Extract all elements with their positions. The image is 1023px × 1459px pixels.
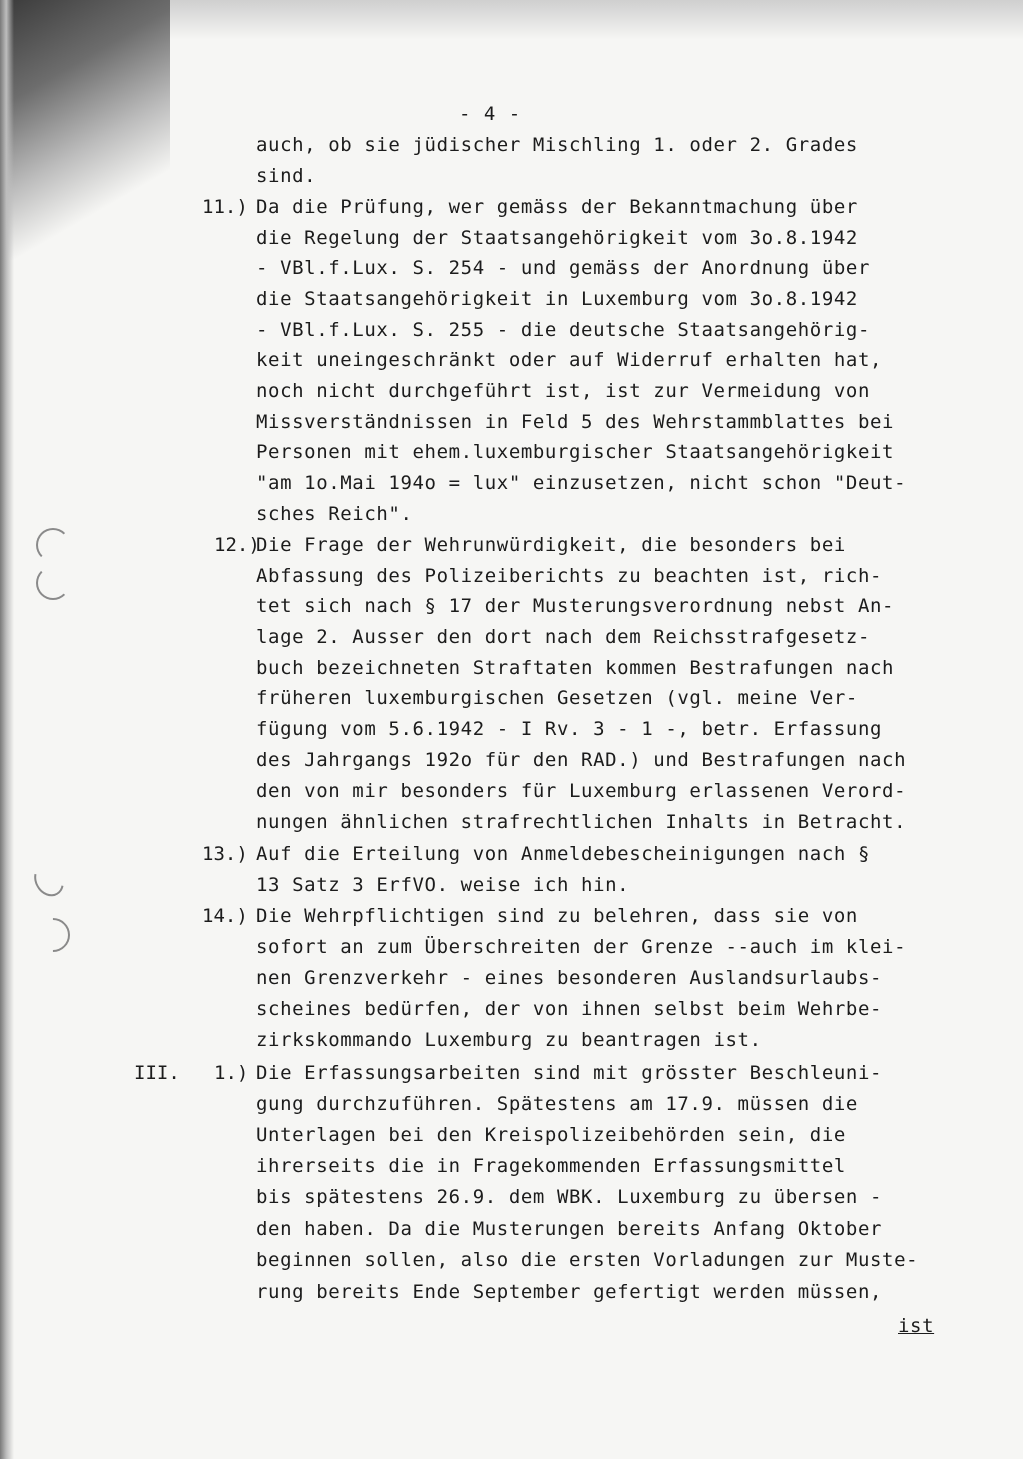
text-line: scheines bedürfen, der von ihnen selbst beim Wehrbe- [256, 998, 883, 1020]
text-line: tet sich nach § 17 der Musterungsverordnung nebst An- [256, 595, 895, 617]
text-line: - VBl.f.Lux. S. 254 - und gemäss der Anordnung über [256, 257, 870, 279]
item-marker-12: 12.) [214, 534, 260, 556]
punch-hole-mark [36, 528, 70, 562]
text-line: Auf die Erteilung von Anmeldebescheinigungen nach § [256, 843, 870, 865]
text-line: Die Wehrpflichtigen sind zu belehren, dass sie von [256, 905, 858, 927]
text-line: sches Reich". [256, 503, 413, 525]
punch-hole-mark [29, 911, 77, 959]
text-line: Missverständnissen in Feld 5 des Wehrstammblattes bei [256, 411, 895, 433]
text-line: buch bezeichneten Straftaten kommen Bestrafungen nach [256, 657, 895, 679]
text-line: auch, ob sie jüdischer Mischling 1. oder 2. Grades [256, 134, 858, 156]
text-line: "am 1o.Mai 194o = lux" einzusetzen, nicht schon "Deut- [256, 472, 907, 494]
text-line: die Staatsangehörigkeit in Luxemburg vom 3o.8.1942 [256, 288, 858, 310]
text-line: zirkskommando Luxemburg zu beantragen ist. [256, 1029, 762, 1051]
text-line: Unterlagen bei den Kreispolizeibehörden sein, die [256, 1124, 846, 1146]
text-line: ihrerseits die in Fragekommenden Erfassungsmittel [256, 1155, 846, 1177]
item-marker-11: 11.) [202, 196, 248, 218]
text-line: die Regelung der Staatsangehörigkeit vom 3o.8.1942 [256, 227, 858, 249]
text-line: nen Grenzverkehr - eines besonderen Auslandsurlaubs- [256, 967, 883, 989]
text-line: Die Frage der Wehrunwürdigkeit, die besonders bei [256, 534, 846, 556]
text-line: sofort an zum Überschreiten der Grenze --auch im klei- [256, 936, 907, 958]
catchword: ist [898, 1315, 935, 1337]
text-line: gung durchzuführen. Spätestens am 17.9. müssen die [256, 1093, 858, 1115]
text-line: fügung vom 5.6.1942 - I Rv. 3 - 1 -, betr. Erfassung [256, 718, 883, 740]
text-line: früheren luxemburgischen Gesetzen (vgl. meine Ver- [256, 687, 858, 709]
punch-hole-mark [28, 858, 69, 901]
text-line: Die Erfassungsarbeiten sind mit grösster Beschleuni- [256, 1062, 883, 1084]
text-line: den von mir besonders für Luxemburg erlassenen Verord- [256, 780, 907, 802]
text-line: des Jahrgangs 192o für den RAD.) und Bestrafungen nach [256, 749, 907, 771]
section-numeral: III. [134, 1062, 180, 1084]
text-line: - VBl.f.Lux. S. 255 - die deutsche Staatsangehörig- [256, 319, 870, 341]
item-marker-14: 14.) [202, 905, 248, 927]
text-line: den haben. Da die Musterungen bereits Anfang Oktober [256, 1218, 883, 1240]
text-line: lage 2. Ausser den dort nach dem Reichsstrafgesetz- [256, 626, 870, 648]
section-item-marker: 1.) [214, 1062, 249, 1084]
text-line: bis spätestens 26.9. dem WBK. Luxemburg zu übersen - [256, 1186, 883, 1208]
text-line: keit uneingeschränkt oder auf Widerruf erhalten hat, [256, 349, 883, 371]
punch-hole-mark [36, 566, 70, 600]
text-line: rung bereits Ende September gefertigt werden müssen, [256, 1281, 883, 1303]
page-number: - 4 - [459, 103, 522, 125]
item-marker-13: 13.) [202, 843, 248, 865]
text-line: nungen ähnlichen strafrechtlichen Inhalts in Betracht. [256, 811, 907, 833]
text-line: Personen mit ehem.luxemburgischer Staatsangehörigkeit [256, 441, 895, 463]
text-line: sind. [256, 165, 317, 187]
scan-corner-fold [0, 0, 170, 260]
text-line: Abfassung des Polizeiberichts zu beachten ist, rich- [256, 565, 883, 587]
text-line: noch nicht durchgeführt ist, ist zur Vermeidung von [256, 380, 870, 402]
text-line: beginnen sollen, also die ersten Vorladungen zur Muste- [256, 1249, 919, 1271]
text-line: 13 Satz 3 ErfVO. weise ich hin. [256, 874, 630, 896]
text-line: Da die Prüfung, wer gemäss der Bekanntmachung über [256, 196, 858, 218]
scan-shadow-left [0, 0, 14, 1459]
